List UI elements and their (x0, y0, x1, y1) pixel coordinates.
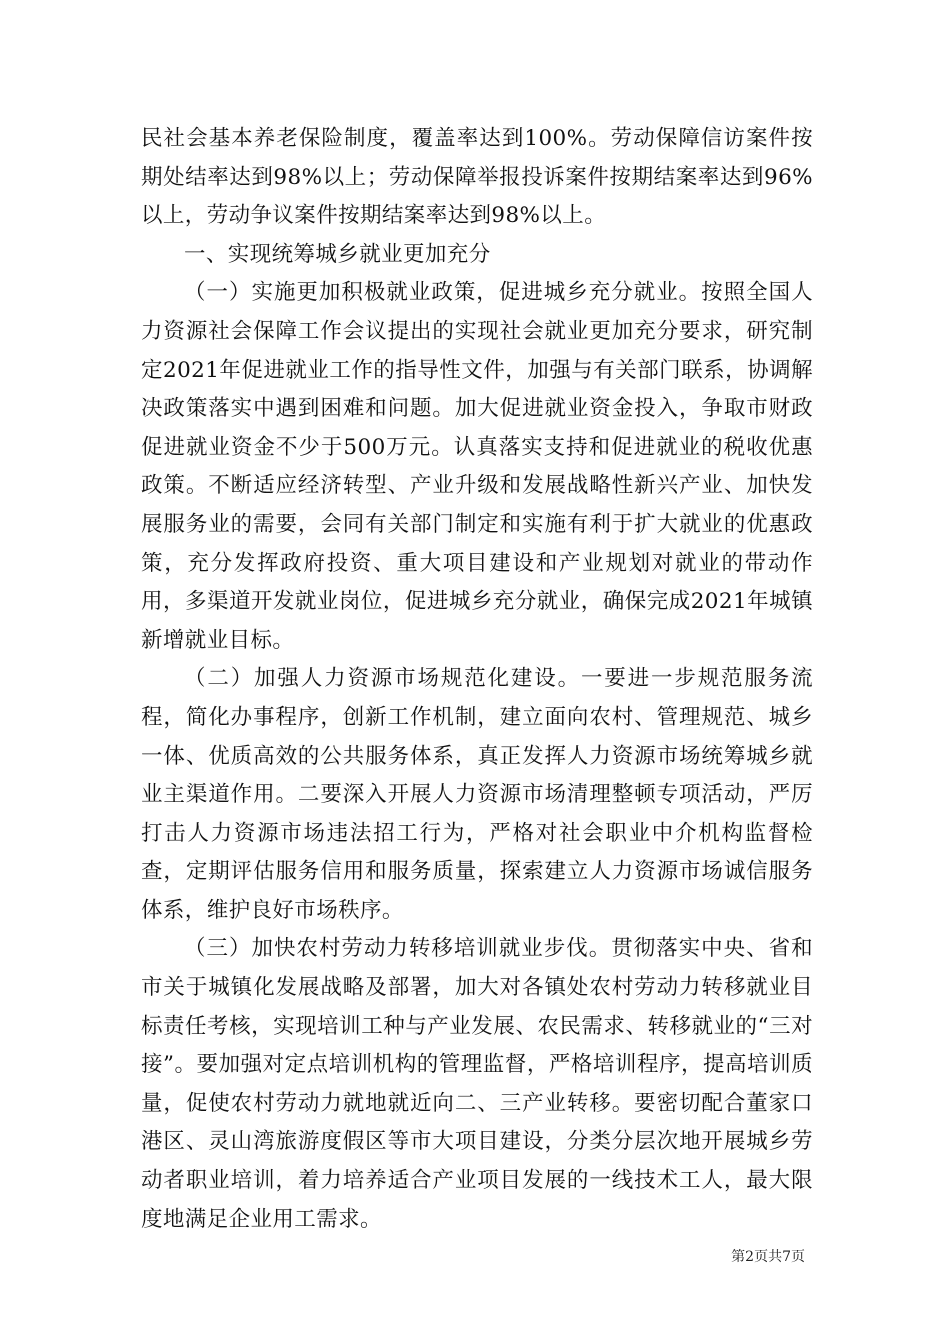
paragraph-hr-market: （二）加强人力资源市场规范化建设。一要进一步规范服务流程，简化办事程序，创新工作机制，建立面向农村、管理规范、城乡一体、优质高效的公共服务体系，真正发挥人力资源市场统筹城乡就业主渠道作用。二要深入开展人力资源市场清理整顿专项活动，严厉打击人力资源市场违法招工行为，严格对社会职业中介机构监督检查，定期评估服务信用和服务质量，探索建立人力资源市场诚信服务体系，维护良好市场秩序。 (141, 666, 813, 923)
section-heading: 一、实现统筹城乡就业更加充分 (184, 241, 491, 267)
paragraph-employment-policy: （一）实施更加积极就业政策，促进城乡充分就业。按照全国人力资源社会保障工作会议提出的实现社会就业更加充分要求，研究制定2021年促进就业工作的指导性文件，加强与有关部门联系，协调解决政策落实中遇到困难和问题。加大促进就业资金投入，争取市财政促进就业资金不少于500万元。认真落实支持和促进就业的税收优惠政策。不断适应经济转型、产业升级和发展战略性新兴产业、加快发展服务业的需要，会同有关部门制定和实施有利于扩大就业的优惠政策，充分发挥政府投资、重大项目建设和产业规划对就业的带动作用，多渠道开发就业岗位，促进城乡充分就业，确保完成2021年城镇新增就业目标。 (141, 280, 813, 653)
paragraph-continuation: 民社会基本养老保险制度，覆盖率达到100%。劳动保障信访案件按期处结率达到98%以上；劳动保障举报投诉案件按期结案率达到96%以上，劳动争议案件按期结案率达到98%以上。 (141, 126, 813, 229)
document-body (141, 120, 813, 1239)
page-number: 第2页共7页 (731, 1249, 805, 1265)
paragraph-rural-labor: （三）加快农村劳动力转移培训就业步伐。贯彻落实中央、省和市关于城镇化发展战略及部署，加大对各镇处农村劳动力转移就业目标责任考核，实现培训工种与产业发展、农民需求、转移就业的“三对接”。要加强对定点培训机构的管理监督，严格培训程序，提高培训质量，促使农村劳动力就地就近向二、三产业转移。要密切配合董家口港区、灵山湾旅游度假区等市大项目建设，分类分层次地开展城乡劳动者职业培训，着力培养适合产业项目发展的一线技术工人，最大限度地满足企业用工需求。 (141, 936, 813, 1232)
